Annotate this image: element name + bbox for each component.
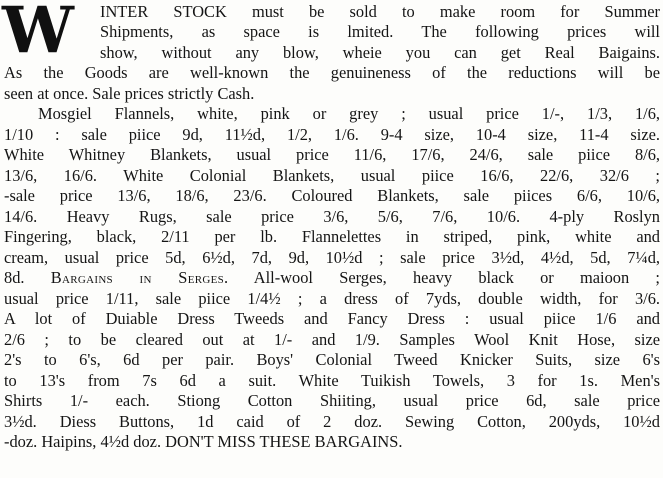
bargains-in-serges-heading: Bargains in Serges. xyxy=(50,269,229,287)
ad-line-4: As the Goods are well-known the genuineness of the reductions will be xyxy=(4,64,660,82)
ad-line-5: seen at once. Sale prices strictly Cash. xyxy=(4,85,255,103)
ad-line-14-part-1: 8d. xyxy=(4,269,51,287)
ad-line-19: to 13's from 7s 6d a suit. White Tuikish Towels, 3 for 1s. Men's xyxy=(4,372,660,390)
ad-line-10: -sale price 13/6, 18/6, 23/6. Coloured Blankets, sale piices 6/6, 10/6, xyxy=(4,187,660,205)
ad-line-3: show, without any blow, wheie you can get Real Baigains. xyxy=(100,44,660,62)
ad-line-15: usual price 1/11, sale piice 1/4½ ; a dress of 7yds, double width, for 3/6. xyxy=(4,290,660,308)
ad-line-2: Shipments, as space is lmited. The following prices will xyxy=(100,23,660,41)
ad-line-14 xyxy=(4,269,660,288)
ad-line-8: White Whitney Blankets, usual price 11/6, 17/6, 24/6, sale piice 8/6, xyxy=(4,146,660,164)
ad-line-21: 3½d. Diess Buttons, 1d caid of 2 doz. Sewing Cotton, 200yds, 10½d xyxy=(4,413,660,431)
ad-line-13: cream, usual price 5d, 6½d, 7d, 9d, 10½d ; sale price 3½d, 4½d, 5d, 7¼d, xyxy=(4,249,660,267)
drop-cap-letter: W xyxy=(2,0,71,68)
ad-line-14-part-3: All-wool Serges, heavy black or maioon ; xyxy=(228,269,660,287)
ad-line-11: 14/6. Heavy Rugs, sale price 3/6, 5/6, 7/6, 10/6. 4-ply Roslyn xyxy=(4,208,660,226)
ad-line-18: 2's to 6's, 6d per pair. Boys' Colonial Tweed Knicker Suits, size 6's xyxy=(4,351,660,369)
ad-line-20: Shirts 1/- each. Stiong Cotton Shiiting, usual price 6d, sale price xyxy=(4,392,660,410)
ad-line-1: INTER STOCK must be sold to make room for Summer xyxy=(100,3,660,21)
ad-line-22: -doz. Haipins, 4½d doz. DON'T MISS THESE BARGAINS. xyxy=(4,433,403,451)
ad-line-7: 1/10 : sale piice 9d, 11½d, 1/2, 1/6. 9-4 size, 10-4 size, 11-4 size. xyxy=(4,126,660,144)
ad-line-16: A lot of Duiable Dress Tweeds and Fancy Dress : usual piice 1/6 and xyxy=(4,310,660,328)
ad-line-12: Fingering, black, 2/11 per lb. Flannelettes in striped, pink, white and xyxy=(4,228,660,246)
ad-line-6: Mosgiel Flannels, white, pink or grey ; usual price 1/-, 1/3, 1/6, xyxy=(38,105,660,123)
ad-line-17: 2/6 ; to be cleared out at 1/- and 1/9. Samples Wool Knit Hose, size xyxy=(4,331,660,349)
ad-line-9: 13/6, 16/6. White Colonial Blankets, usual piice 16/6, 22/6, 32/6 ; xyxy=(4,167,660,185)
